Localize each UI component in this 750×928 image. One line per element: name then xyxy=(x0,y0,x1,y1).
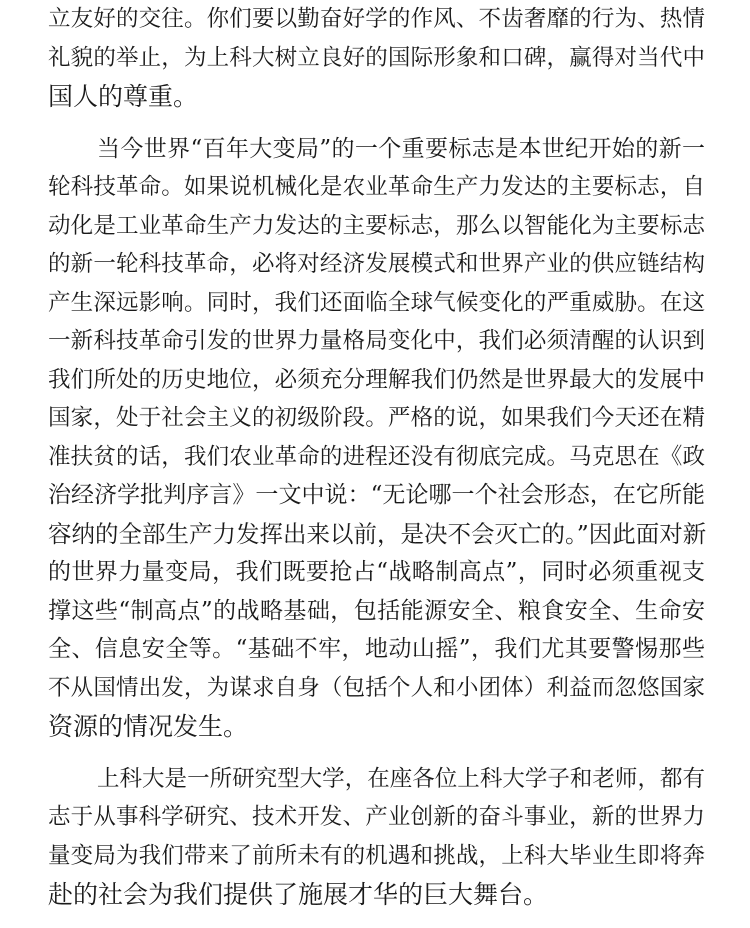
text-line: 容纳的全部生产力发挥出来以前，是决不会灭亡的。”因此面对新 xyxy=(48,520,707,548)
text-line: 的新一轮科技革命，必将对经济发展模式和世界产业的供应链结构 xyxy=(48,251,705,277)
text-line: 我们所处的历史地位，必须充分理解我们仍然是世界最大的发展中 xyxy=(48,367,705,393)
text-line: 当今世界“百年大变局”的一个重要标志是本世纪开始的新一 xyxy=(97,136,705,162)
text-line: 国家，处于社会主义的初级阶段。严格的说，如果我们今天还在精 xyxy=(48,405,705,431)
text-line: 全、信息安全等。“基础不牢，地动山摇”，我们尤其要警惕那些 xyxy=(48,636,705,662)
text-line: 国人的尊重。 xyxy=(48,82,199,111)
text-line: 量变局为我们带来了前所未有的机遇和挑战，上科大毕业生即将奔 xyxy=(48,843,705,869)
text-line: 撑这些“制高点”的战略基础，包括能源安全、粮食安全、生命安 xyxy=(48,598,705,624)
text-line: 资源的情况发生。 xyxy=(48,712,249,741)
text-line: 礼貌的举止，为上科大树立良好的国际形象和口碑，赢得对当代中 xyxy=(48,45,705,71)
text-line: 赴的社会为我们提供了施展才华的巨大舞台。 xyxy=(48,880,549,909)
text-line: 立友好的交往。你们要以勤奋好学的作风、不齿奢靡的行为、热情 xyxy=(48,6,705,32)
text-line: 志于从事科学研究、技术开发、产业创新的奋斗事业，新的世界力 xyxy=(48,804,705,830)
text-line: 治经济学批判序言》一文中说：“无论哪一个社会形态，在它所能 xyxy=(48,482,705,508)
text-line: 产生深远影响。同时，我们还面临全球气候变化的严重威胁。在这 xyxy=(48,290,705,316)
text-line: 上科大是一所研究型大学，在座各位上科大学子和老师，都有 xyxy=(97,766,705,792)
text-line: 动化是工业革命生产力发达的主要标志，那么以智能化为主要标志 xyxy=(48,213,705,239)
text-line: 准扶贫的话，我们农业革命的进程还没有彻底完成。马克思在《政 xyxy=(48,444,705,470)
text-line: 不从国情出发，为谋求自身（包括个人和小团体）利益而忽悠国家 xyxy=(48,675,705,701)
text-line: 轮科技革命。如果说机械化是农业革命生产力发达的主要标志，自 xyxy=(48,174,705,200)
text-line: 一新科技革命引发的世界力量格局变化中，我们必须清醒的认识到 xyxy=(48,328,705,354)
text-line: 的世界力量变局，我们既要抢占“战略制高点”，同时必须重视支 xyxy=(48,559,705,585)
